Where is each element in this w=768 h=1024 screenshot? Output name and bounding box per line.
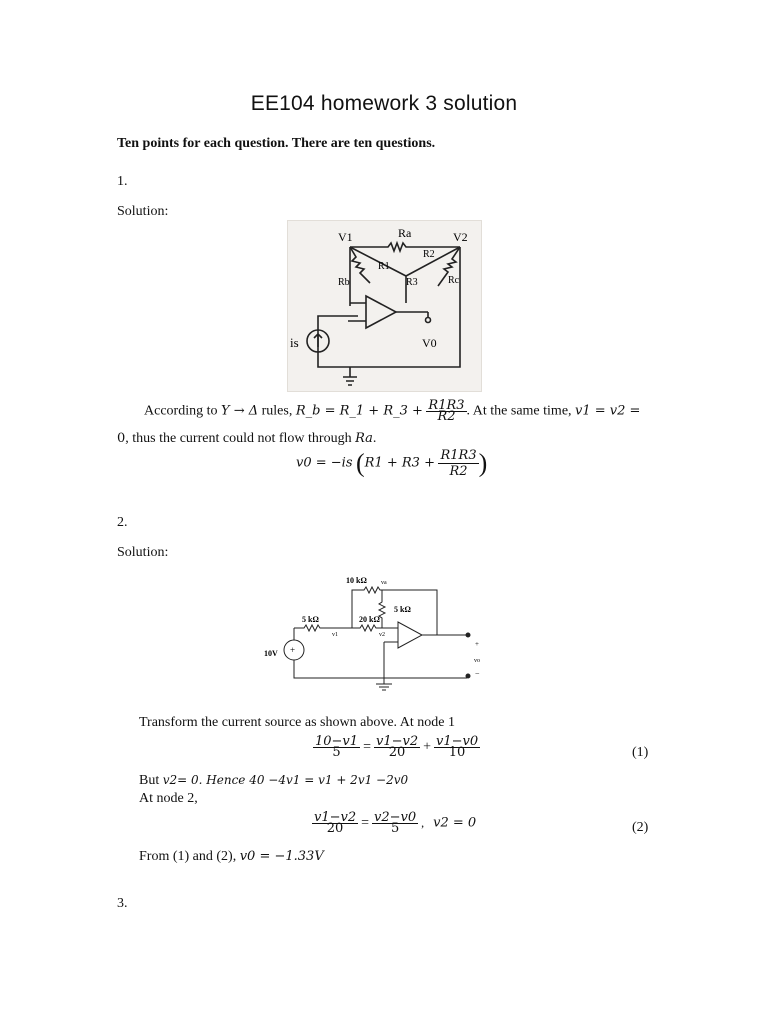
q2-from-eq: v0 = −1.33V xyxy=(239,849,324,864)
q1-result-lhs: v0 = −is xyxy=(296,455,353,471)
q2-eq2-frac2 xyxy=(372,810,418,836)
q2-eq1-label: (1) xyxy=(632,745,649,760)
q1-ra: Ra xyxy=(355,431,373,446)
q1-label-r2: R2 xyxy=(423,249,435,260)
q3-number: 3. xyxy=(117,896,128,911)
q1-text-part3: . At the same time, xyxy=(466,403,572,419)
q2-line1: Transform the current source as shown above. At node 1 xyxy=(139,715,455,730)
q2-label-5k-left: 5 kΩ xyxy=(302,615,319,624)
q1-paren-close: ) xyxy=(478,448,488,478)
q1-yd: Y → Δ xyxy=(220,403,259,419)
subtitle: Ten points for each question. There are ten questions. xyxy=(117,136,436,151)
q2-eq1-plus: + xyxy=(423,739,431,755)
q2-but-line xyxy=(139,773,408,789)
q2-label-va: va xyxy=(381,580,387,586)
q2-eq1-frac1 xyxy=(313,734,360,760)
q1-dot: . xyxy=(372,431,377,446)
q1-text-part2: rules, xyxy=(261,403,293,419)
q2-node2-label: At node 2, xyxy=(139,791,198,806)
q2-eq2-label: (2) xyxy=(632,820,649,835)
q2-equation-2 xyxy=(312,810,477,836)
q2-but-eq: v2= 0. Hence 40 −4v1 = v1 + 2v1 −2v0 xyxy=(162,773,409,787)
q2-eq1-frac2 xyxy=(374,734,420,760)
q2-label-plus: + xyxy=(475,640,479,648)
q2-label-v1: v1 xyxy=(332,632,338,638)
q2-eq1-d2: 20 xyxy=(388,745,406,760)
q2-src-plus: + xyxy=(290,645,296,655)
q2-label-5k-top: 5 kΩ xyxy=(394,605,411,614)
page-title: EE104 homework 3 solution xyxy=(250,92,518,115)
q2-eq1-n1: 10−v1 xyxy=(315,734,359,749)
q2-label-10k: 10 kΩ xyxy=(346,576,367,585)
q1-explanation-line2 xyxy=(117,431,376,447)
q2-eq1-n3: v1−v0 xyxy=(436,734,479,749)
q1-current-text: , thus the current could not flow through xyxy=(125,431,352,446)
q1-label-v1: V1 xyxy=(338,230,353,244)
q2-eq2-d1: 20 xyxy=(326,821,344,836)
q2-eq1-frac3 xyxy=(434,734,480,760)
q1-paren-open: ( xyxy=(356,448,365,478)
q2-number: 2. xyxy=(117,515,128,530)
q2-circuit-diagram xyxy=(262,570,492,695)
q1-result-equation xyxy=(296,448,487,479)
q1-explanation-line1 xyxy=(144,398,641,424)
q1-label-v0: V0 xyxy=(422,336,437,350)
q2-but-text: But xyxy=(139,773,160,788)
q1-label-r3: R3 xyxy=(406,277,418,288)
q1-label-rb: Rb xyxy=(338,277,350,288)
q2-circuit xyxy=(262,570,492,695)
q1-zero: 0 xyxy=(117,431,126,446)
q2-eq2-n1: v1−v2 xyxy=(314,810,357,825)
q1-solution-label: Solution: xyxy=(117,204,169,219)
q2-eq1-n2: v1−v2 xyxy=(375,734,419,749)
q2-label-src: 10V xyxy=(264,649,278,658)
q1-result-den: R2 xyxy=(449,464,468,479)
q2-eq2-tail: v2 = 0 xyxy=(433,815,477,831)
q1-label-ra: Ra xyxy=(398,226,412,240)
q2-label-v2: v2 xyxy=(379,632,385,638)
q1-rb-eq: R_b = R_1 + R_3 + xyxy=(295,403,423,419)
q2-solution-label: Solution: xyxy=(117,545,169,560)
q2-eq2-frac1 xyxy=(312,810,358,836)
q1-fraction xyxy=(426,398,466,424)
q1-result-mid: R1 + R3 + xyxy=(364,455,435,471)
q2-from-text: From (1) and (2), xyxy=(139,849,237,864)
q2-eq1-d1: 5 xyxy=(332,745,341,760)
q1-frac-den: R2 xyxy=(437,409,456,424)
q1-label-r1: R1 xyxy=(378,261,390,272)
q2-eq1-equals: = xyxy=(363,739,371,755)
q1-result-num: R1R3 xyxy=(440,448,477,463)
q1-label-v2: V2 xyxy=(453,230,468,244)
q2-equation-1 xyxy=(313,734,480,760)
q2-eq2-n2: v2−v0 xyxy=(374,810,417,825)
q1-v-eq: v1 = v2 = xyxy=(575,403,641,419)
q1-number: 1. xyxy=(117,174,128,189)
q2-eq2-equals: = xyxy=(361,815,370,831)
q1-label-is: is xyxy=(290,335,299,350)
q1-circuit-diagram xyxy=(288,221,481,391)
q1-frac-num: R1R3 xyxy=(428,398,465,413)
q1-text-part1: According to xyxy=(144,403,218,419)
q2-label-vo: vo xyxy=(474,658,480,664)
q2-eq2-comma: , xyxy=(421,815,431,830)
q2-eq1-d3: 10 xyxy=(448,745,466,760)
q2-label-20k: 20 kΩ xyxy=(359,615,380,624)
q1-result-fraction xyxy=(438,448,478,479)
q2-eq2-d2: 5 xyxy=(390,821,400,836)
q1-label-rc: Rc xyxy=(448,275,460,286)
q2-result-line xyxy=(139,849,324,865)
q2-label-minus: − xyxy=(475,669,480,678)
q1-circuit-photo xyxy=(287,220,482,392)
